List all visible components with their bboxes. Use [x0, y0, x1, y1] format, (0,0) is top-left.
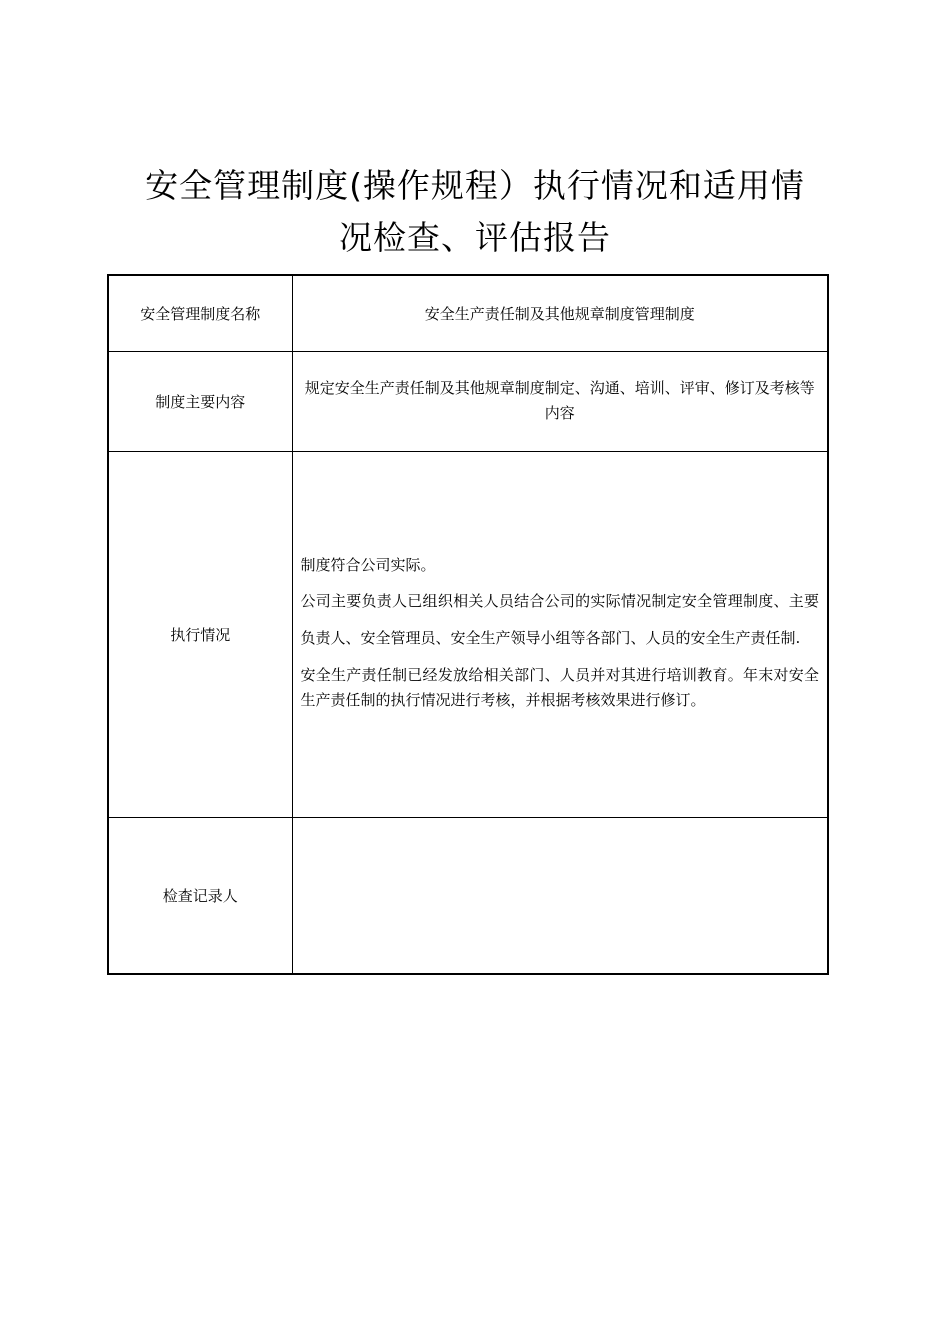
report-table — [107, 274, 829, 975]
title-line-2: 况检查、评估报告 — [339, 218, 611, 257]
execution-paragraph-2: 公司主要负责人已组织相关人员结合公司的实际情况制定安全管理制度、主要负责人、安全管理员、安全生产领导小组等各部门、人员的安全生产责任制. — [300, 592, 819, 647]
system-name-value: 安全生产责任制及其他规章制度管理制度 — [292, 275, 828, 351]
execution-paragraph-3: 安全生产责任制已经发放给相关部门、人员并对其进行培训教育。年末对安全生产责任制的执行情况进行考核，并根据考核效果进行修订。 — [300, 666, 819, 709]
recorder-label: 检查记录人 — [108, 817, 292, 974]
execution-paragraph-1: 制度符合公司实际。 — [300, 556, 436, 574]
table-row-execution — [108, 451, 828, 817]
page-title — [60, 160, 890, 264]
table-row-recorder — [108, 817, 828, 974]
recorder-value[interactable] — [292, 817, 828, 974]
table-row-system-name — [108, 275, 828, 351]
execution-label: 执行情况 — [108, 451, 292, 817]
execution-text — [293, 555, 828, 713]
main-content-value: 规定安全生产责任制及其他规章制度制定、沟通、培训、评审、修订及考核等内容 — [304, 379, 815, 422]
table-row-main-content — [108, 351, 828, 451]
execution-cell — [292, 451, 828, 817]
system-name-label: 安全管理制度名称 — [108, 275, 292, 351]
main-content-cell — [292, 351, 828, 451]
main-content-label: 制度主要内容 — [108, 351, 292, 451]
title-line-1: 安全管理制度(操作规程）执行情况和适用情 — [145, 166, 805, 205]
